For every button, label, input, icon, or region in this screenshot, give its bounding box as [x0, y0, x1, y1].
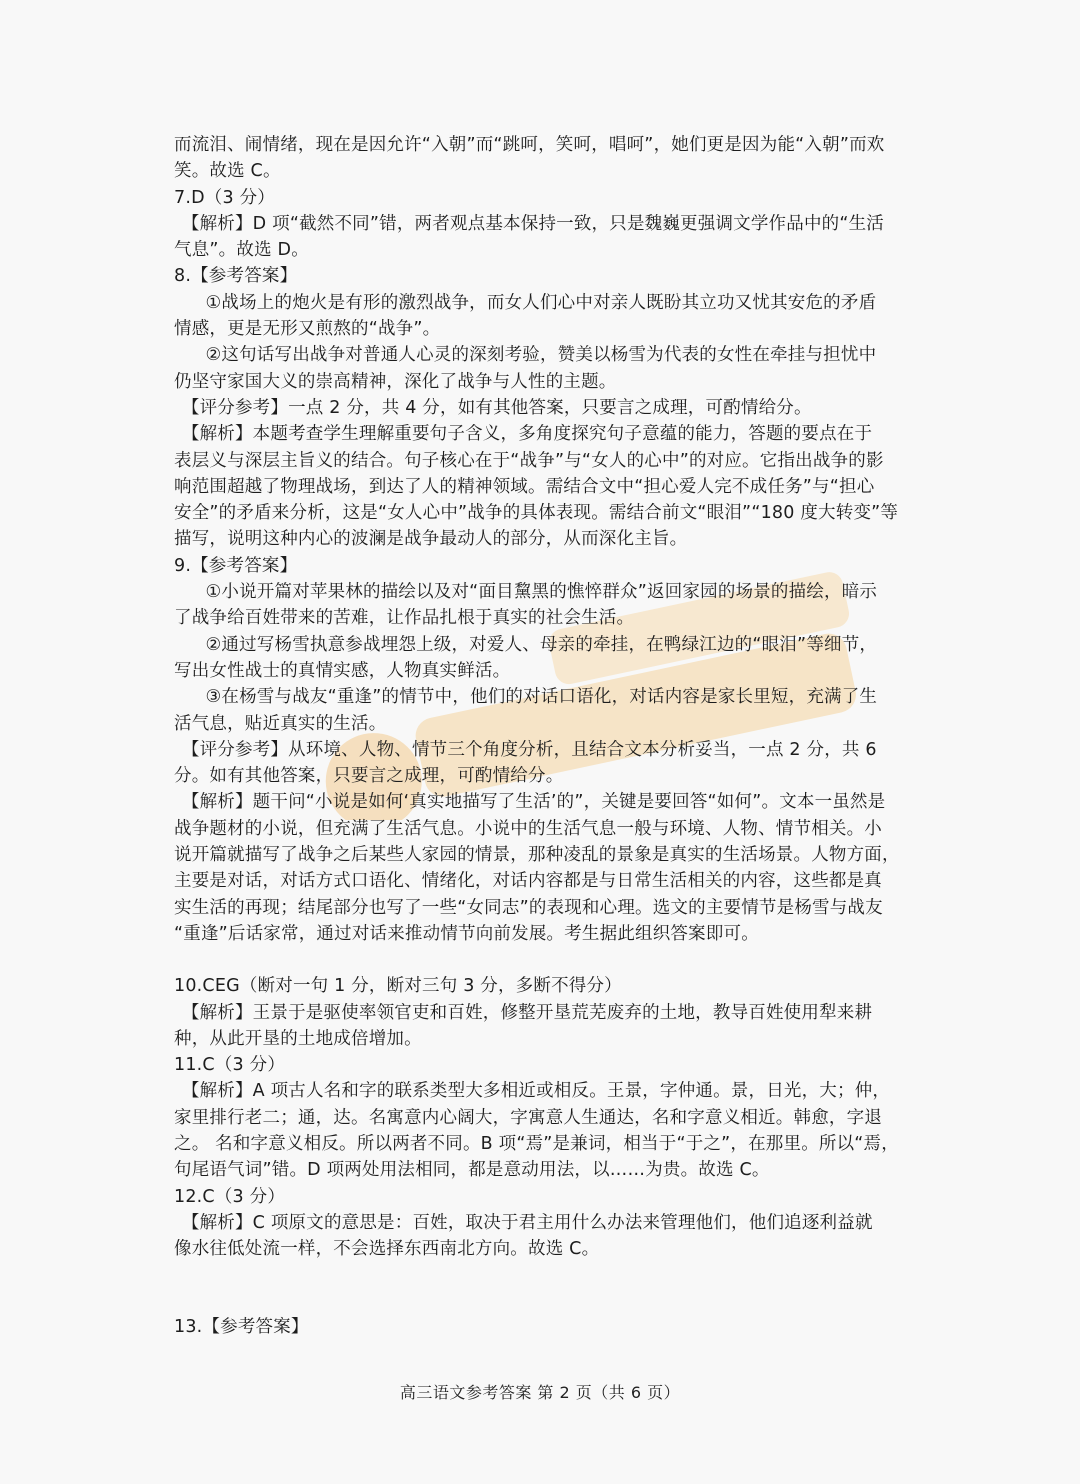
text-line: 而流泪、闹情绪，现在是因允许“入朝”而“跳呵，笑呵，唱呵”，她们更是因为能“入朝”而欢 — [174, 135, 885, 155]
page-footer: 高三语文参考答案 第 2 页（共 6 页） — [399, 1383, 681, 1402]
text-line: 12.C（3 分） — [174, 1186, 286, 1207]
text-line: 表层义与深层主旨义的结合。句子核心在于“战争”与“女人的心中”的对应。它指出战争的影 — [174, 450, 884, 471]
spacer — [174, 1262, 906, 1314]
text-line: 像水往低处流一样，不会选择东西南北方向。故选 C。 — [174, 1239, 600, 1260]
text-line: 13.【参考答案】 — [174, 1317, 309, 1338]
text-line: 【评分参考】从环境、人物、情节三个角度分析，且结合文本分析妥当，一点 2 分，共 6 — [181, 739, 877, 760]
text-line: ②这句话写出战争对普通人心灵的深刻考验，赞美以杨雪为代表的女性在牵挂与担忧中 — [205, 345, 877, 366]
text-line: “重逢”后话家常，通过对话来推动情节向前发展。考生据此组织答案即可。 — [174, 923, 759, 944]
text-line: 仍坚守家国大义的崇高精神，深化了战争与人性的主题。 — [174, 371, 617, 392]
text-line: 种，从此开垦的土地成倍增加。 — [174, 1028, 422, 1049]
text-line: 描写，说明这种内心的波澜是战争最动人的部分，从而深化主旨。 — [174, 529, 688, 550]
text-line: 了战争给百姓带来的苦难，让作品扎根于真实的社会生活。 — [174, 608, 635, 629]
text-line: 写出女性战士的真情实感，人物真实鲜活。 — [174, 660, 511, 681]
text-line: 响范围超越了物理战场，到达了人的精神领域。需结合文中“担心爱人完不成任务”与“担心 — [174, 476, 875, 497]
text-line: 之。 名和字意义相反。所以两者不同。B 项“焉”是兼词，相当于“于之”，在那里。所以“焉， — [174, 1133, 899, 1154]
text-line: 【解析】题干问“小说是如何‘真实地描写了生活’的”，关键是要回答“如何”。文本一虽然是 — [181, 792, 886, 813]
text-line: 活气息，贴近真实的生活。 — [174, 713, 387, 734]
text-line: 【解析】C 项原文的意思是：百姓，取决于君主用什么办法来管理他们，他们追逐利益就 — [181, 1212, 873, 1233]
text-line: 句尾语气词”错。D 项两处用法相同，都是意动用法，以……为贵。故选 C。 — [174, 1160, 770, 1181]
text-line: ③在杨雪与战友“重逢”的情节中，他们的对话口语化，对话内容是家长里短，充满了生 — [205, 687, 878, 708]
text-line: 情感，更是无形又煎熬的“战争”。 — [174, 319, 441, 340]
text-line: 说开篇就描写了战争之后某些人家园的情景，那种凌乱的景象是真实的生活场景。人物方面， — [174, 845, 900, 866]
text-line: 9.【参考答案】 — [174, 555, 298, 576]
text-line: 11.C（3 分） — [174, 1055, 286, 1076]
text-line: 【解析】本题考查学生理解重要句子含义，多角度探究句子意蕴的能力，答题的要点在于 — [181, 424, 873, 445]
text-line: ②通过写杨雪执意参战埋怨上级，对爱人、母亲的牵挂，在鸭绿江边的“眼泪”等细节， — [205, 634, 878, 655]
text-line: 【解析】D 项“截然不同”错，两者观点基本保持一致，只是魏巍更强调文学作品中的“生活 — [181, 213, 885, 234]
text-line: 7.D（3 分） — [174, 187, 275, 208]
text-line: ①战场上的炮火是有形的激烈战争，而女人们心中对亲人既盼其立功又忧其安危的矛盾 — [205, 292, 877, 313]
text-line: 气息”。故选 D。 — [174, 240, 309, 261]
text-line: 战争题材的小说，但充满了生活气息。小说中的生活气息一般与环境、人物、情节相关。小 — [174, 818, 882, 839]
text-line: 【解析】王景于是驱使率领官吏和百姓，修整开垦荒芜废弃的土地，教导百姓使用犁来耕 — [181, 1002, 873, 1023]
spacer — [174, 947, 906, 973]
text-line: 【解析】A 项古人名和字的联系类型大多相近或相反。王景，字仲通。景，日光，大；仲， — [181, 1081, 891, 1102]
text-line: 实生活的再现；结尾部分也写了一些“女同志”的表现和心理。选文的主要情节是杨雪与战友 — [174, 897, 883, 918]
text-line: 安全”的矛盾来分析，这是“女人心中”战争的具体表现。需结合前文“眼泪”“180 度大转变”等 — [174, 503, 899, 524]
text-line: ①小说开篇对苹果林的描绘以及对“面目黧黑的憔悴群众”返回家园的场景的描绘，暗示 — [205, 582, 878, 603]
text-line: 家里排行老二；通，达。名寓意内心阔大，字寓意人生通达，名和字意义相近。韩愈，字退 — [174, 1107, 882, 1128]
text-line: 分。如有其他答案，只要言之成理，可酌情给分。 — [174, 766, 564, 787]
text-line: 【评分参考】一点 2 分，共 4 分，如有其他答案，只要言之成理，可酌情给分。 — [181, 397, 812, 418]
answer-body — [174, 132, 906, 1341]
text-line: 笑。故选 C。 — [174, 161, 281, 182]
text-line: 10.CEG（断对一句 1 分，断对三句 3 分，多断不得分） — [174, 976, 622, 997]
text-line: 8.【参考答案】 — [174, 266, 298, 287]
text-line: 主要是对话，对话方式口语化、情绪化，对话内容都是与日常生活相关的内容，这些都是真 — [174, 871, 882, 892]
